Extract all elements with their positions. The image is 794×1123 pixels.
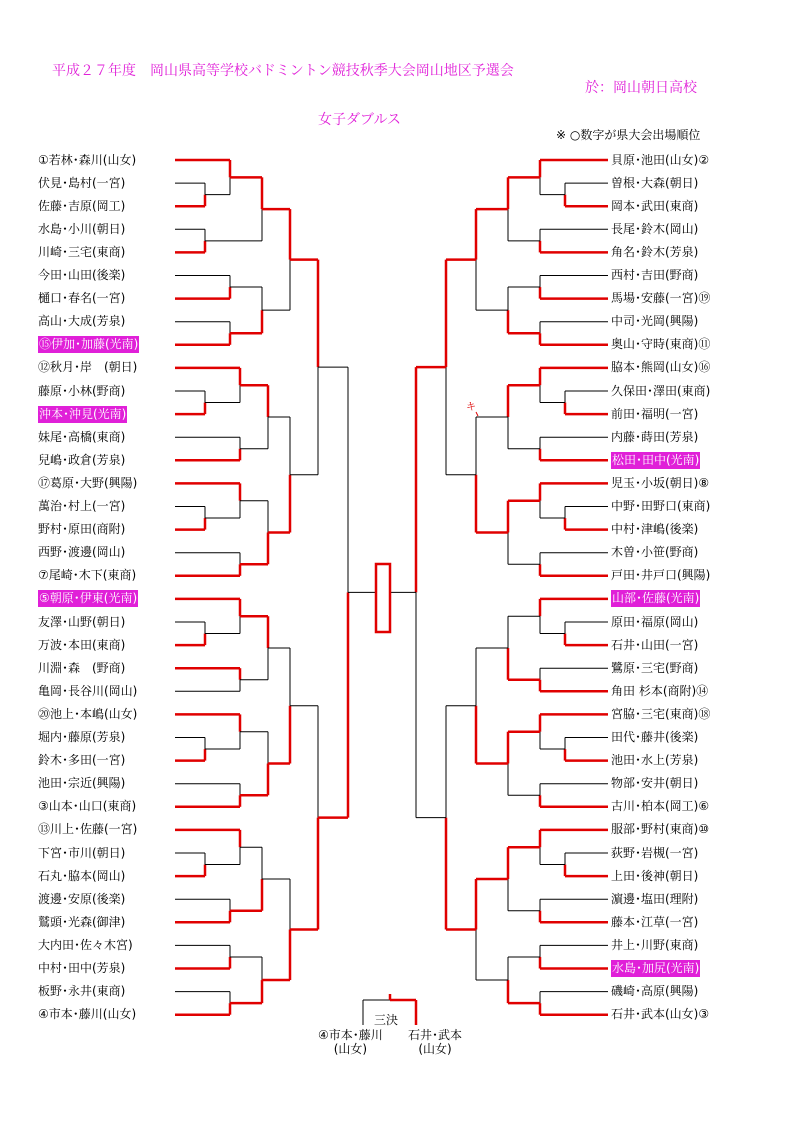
right-entry: 岡本･武田(東商) [611,198,699,213]
right-entry: 池田･水上(芳泉) [611,753,699,768]
third-place-left-names: ④市本･藤川 [318,1028,383,1042]
third-place-left-school: (山女) [333,1042,368,1056]
left-entry: ④市本･藤川(山女) [38,1007,137,1022]
right-entry: 内藤･蒔田(芳泉) [611,429,699,444]
right-entry: 石井･武本(山女)③ [611,1007,710,1022]
left-entry: 妹尾･高橋(東商) [38,429,126,444]
left-entry: 西野･渡邊(岡山) [38,545,126,560]
right-entry: 久保田･澤田(東商) [611,383,711,398]
left-entry: 堀内･藤原(芳泉) [38,730,126,744]
right-entry: 荻野･岩槻(一宮) [611,845,699,860]
left-entry: ⑦尾崎･木下(東商) [38,568,137,583]
left-entry: ⑬川上･佐藤(一宮) [38,822,138,837]
third-place-left-team [318,1028,383,1056]
left-entry: 板野･永井(東商) [38,984,126,999]
third-place-right-names: 石井･武本 [408,1028,463,1042]
third-place-right-school: (山女) [418,1042,452,1056]
final-box [376,564,390,632]
right-entry: 角田 杉本(商附)⑭ [611,683,709,698]
right-entry: 原田･福原(岡山) [611,614,699,629]
right-entry: 前田･福明(一宮) [611,406,699,421]
left-entry: ③山本･山口(東商) [38,799,137,814]
left-entry: 萬治･村上(一宮) [38,499,126,513]
tournament-title: 平成２７年度 岡山県高等学校バドミントン競技秋季大会岡山地区予選会 [52,63,514,79]
right-entry: 磯崎･高原(興陽) [611,984,699,999]
right-entry: 藤本･江草(一宮) [611,914,699,929]
left-entry: 藤原･小林(野商) [38,383,126,398]
right-entry: 上田･後神(朝日) [611,868,699,883]
right-entry: 鷺原･三宅(野商) [611,660,699,675]
right-entry: 服部･野村(東商)⑩ [611,822,710,837]
right-entry: 宮脇･三宅(東商)⑱ [611,706,711,721]
left-entry: 中村･田中(芳泉) [38,961,126,975]
left-entry: 兒嶋･政倉(芳泉) [38,452,126,467]
right-entry: 中野･田野口(東商) [611,499,711,513]
left-entry: ⑫秋月･岸 (朝日) [38,360,138,375]
handwritten-mark: キ [466,402,476,413]
right-entry: 奥山･守時(東商)⑪ [611,337,711,352]
left-entry: 野村･原田(商附) [38,522,126,537]
right-entry: 水島･加尻(光南) [612,961,700,975]
left-entry: 高山･大成(芳泉) [38,314,126,329]
right-entry: 児玉･小坂(朝日)⑧ [611,475,710,490]
right-entry: 田代･藤井(後楽) [611,730,699,744]
left-entry: 鈴木･多田(一宮) [38,753,126,768]
right-entry: 濵邊･塩田(理附) [611,891,699,906]
right-entry: 長尾･鈴木(岡山) [611,221,699,236]
left-entry: 大内田･佐々木宮) [38,937,133,952]
right-entry: 松田･田中(光南) [612,452,700,467]
right-entry: 中司･光岡(興陽) [611,314,699,329]
right-entry: 西村･吉田(野商) [611,268,699,282]
right-entry: 古川･柏本(岡工)⑥ [611,799,710,814]
left-entry: 亀岡･長谷川(岡山) [38,683,138,698]
left-entry: 石丸･脇本(岡山) [38,868,126,883]
left-entry: ⑳池上･本嶋(山女) [38,706,138,721]
event-title: 女子ダブルス [318,112,402,128]
left-entry: ⑰葛原･大野(興陽) [38,475,138,490]
right-entry: 貝原･池田(山女)② [611,152,710,167]
left-entry: ①若林･森川(山女) [38,152,137,167]
right-entry: 木曽･小笹(野商) [611,545,699,560]
right-entry: 井上･川野(東商) [611,937,699,952]
left-entry: 川淵･森 (野商) [38,660,126,675]
left-entry: 水島･小川(朝日) [38,221,126,236]
right-entry: 角名･鈴木(芳泉) [611,244,699,259]
left-entry: 渡邊･安原(後楽) [38,891,126,906]
left-entry: 万波･本田(東商) [38,637,126,652]
legend-note: ※ ○数字が県大会出場順位 [556,128,701,142]
right-entry: 脇本･熊岡(山女)⑯ [611,360,711,375]
right-entry: 馬場･安藤(一宮)⑲ [611,291,711,306]
bracket-line [476,412,478,416]
left-entry: 佐藤･吉原(岡工) [38,198,126,213]
left-entry: 伏見･島村(一宮) [38,175,126,190]
venue-label: 於：岡山朝日高校 [585,80,697,96]
left-entry: ⑤朝原･伊東(光南) [39,591,138,606]
left-entry: 今田･山田(後楽) [38,268,126,282]
right-entry: 石井･山田(一宮) [611,637,699,652]
left-entry: 沖本･沖見(光南) [39,406,127,421]
right-entry: 中村･津嶋(後楽) [611,522,699,537]
left-entry: 下宮･市川(朝日) [38,845,126,860]
right-entry: 戸田･井戸口(興陽) [611,568,711,583]
left-entry: 友澤･山野(朝日) [38,614,126,629]
right-entry: 山部･佐藤(光南) [612,591,700,606]
left-entry: 池田･宗近(興陽) [38,776,126,791]
right-entry: 曽根･大森(朝日) [611,175,699,190]
third-place-label: 三決 [374,1013,399,1027]
right-entry: 物部･安井(朝日) [611,776,699,791]
left-entry: 川崎･三宅(東商) [38,244,126,259]
left-entry: ⑮伊加･加藤(光南) [39,337,139,352]
left-entry: 鷲頭･光森(御津) [38,914,126,929]
left-entry: 樋口･春名(一宮) [38,291,126,306]
third-place-right-team [408,1028,462,1056]
